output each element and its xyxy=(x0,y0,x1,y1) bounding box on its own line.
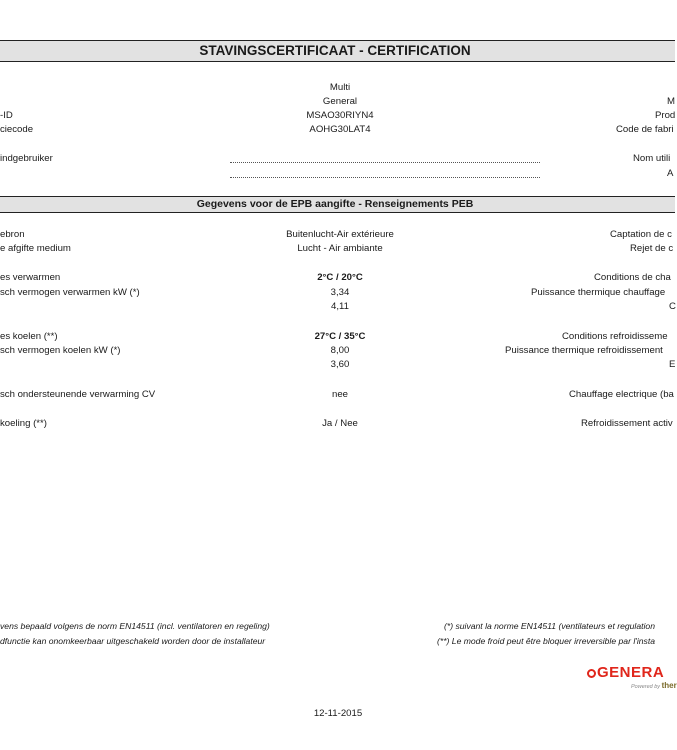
end-user-label-nl: indgebruiker xyxy=(0,153,53,164)
certificate-title: STAVINGSCERTIFICAAT - CERTIFICATION xyxy=(199,43,471,58)
medium-label-nl: e afgifte medium xyxy=(0,243,71,254)
general-logo xyxy=(587,664,664,681)
certificate-date: 12-11-2015 xyxy=(313,708,363,719)
address-label-fr: A xyxy=(667,168,674,179)
type-value: Multi xyxy=(329,82,351,93)
footnote-nl-2: dfunctie kan onomkeerbaar uitgeschakeld worden door de installateur xyxy=(0,636,266,646)
fabric-code-label-nl: ciecode xyxy=(0,124,34,135)
active-cooling-label-fr: Refroidissement activ xyxy=(581,418,673,429)
powered-by-label xyxy=(631,681,677,690)
cooling-power-label-fr: Puissance thermique refroidissement xyxy=(505,345,663,356)
footnote-fr-2: (**) Le mode froid peut être bloquer irreversible par l'insta xyxy=(437,636,656,646)
cooling-conditions-label-fr: Conditions refroidisseme xyxy=(562,331,668,342)
medium-label-fr: Rejet de c xyxy=(630,243,674,254)
source-value: Buitenlucht-Air extérieure xyxy=(286,229,394,240)
end-user-name-line xyxy=(230,162,540,163)
medium-value: Lucht - Air ambiante xyxy=(297,243,383,254)
powered-by-brand: ther xyxy=(661,681,677,690)
product-id-value: MSAO30RIYN4 xyxy=(306,110,374,121)
footnote-nl-1: vens bepaald volgens de norm EN14511 (incl. ventilatoren en regeling) xyxy=(0,621,270,631)
epb-section-bar xyxy=(0,196,675,213)
footnote-fr-1: (*) suivant la norme EN14511 (ventilateurs et regulation xyxy=(444,621,655,631)
heating-conditions-label-fr: Conditions de cha xyxy=(594,272,671,283)
cooling-conditions-label-nl: es koelen (**) xyxy=(0,331,58,342)
source-label-fr: Captation de c xyxy=(610,229,672,240)
logo-ring-icon xyxy=(587,669,596,678)
brand-value: General xyxy=(322,96,358,107)
cooling-eer-value: 3,60 xyxy=(330,359,350,370)
electric-heating-label-nl: sch ondersteunende verwarming CV xyxy=(0,389,156,400)
electric-heating-value: nee xyxy=(331,389,349,400)
cooling-power-label-nl: sch vermogen koelen kW (*) xyxy=(0,345,121,356)
certificate-title-bar xyxy=(0,40,675,62)
cooling-power-value: 8,00 xyxy=(330,345,350,356)
product-id-label-fr: Prod xyxy=(655,110,676,121)
active-cooling-value: Ja / Nee xyxy=(322,418,358,429)
end-user-address-line xyxy=(230,177,540,178)
heating-cop-value: 4,11 xyxy=(331,301,349,312)
cooling-eer-label-fr: E xyxy=(669,359,676,370)
powered-by-text: Powered by xyxy=(631,684,661,690)
fabric-code-label-fr: Code de fabri xyxy=(616,124,674,135)
heating-power-value: 3,34 xyxy=(330,287,350,298)
heating-conditions-value: 2°C / 20°C xyxy=(317,272,363,283)
product-id-label-nl: -ID xyxy=(0,110,13,121)
heating-conditions-label-nl: es verwarmen xyxy=(0,272,61,283)
heating-power-label-fr: Puissance thermique chauffage xyxy=(531,287,666,298)
cooling-conditions-value: 27°C / 35°C xyxy=(314,331,366,342)
end-user-label-fr: Nom utili xyxy=(633,153,671,164)
logo-brand-text: GENERA xyxy=(597,664,665,681)
fabric-code-value: AOHG30LAT4 xyxy=(309,124,371,135)
heating-power-label-nl: sch vermogen verwarmen kW (*) xyxy=(0,287,140,298)
epb-section-title: Gegevens voor de EPB aangifte - Renseignements PEB xyxy=(196,198,474,210)
active-cooling-label-nl: koeling (**) xyxy=(0,418,47,429)
brand-label-fr: M xyxy=(667,96,675,107)
electric-heating-label-fr: Chauffage electrique (ba xyxy=(569,389,674,400)
heating-cop-label-fr: C xyxy=(669,301,676,312)
source-label-nl: ebron xyxy=(0,229,25,240)
